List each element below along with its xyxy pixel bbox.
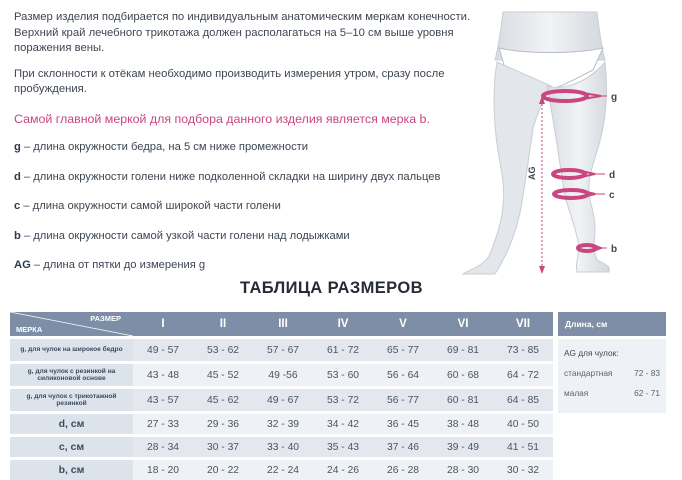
length-item-label: малая (564, 388, 589, 398)
intro-text (14, 10, 484, 108)
table-cell: 30 - 32 (493, 460, 553, 480)
table-cell: 39 - 49 (433, 437, 493, 457)
back-leg-shape (463, 62, 551, 274)
table-cell: 22 - 24 (253, 460, 313, 480)
table-cell: 57 - 67 (253, 339, 313, 361)
intro-paragraph-1: Размер изделия подбирается по индивидуальным анатомическим меркам конечности. Верхний край лечебного трикотажа должен располагаться на 5–10 см выше уровня поражения вены. (14, 11, 471, 54)
table-cell: 41 - 51 (493, 437, 553, 457)
table-cell: 53 - 60 (313, 364, 373, 386)
table-row (10, 364, 553, 386)
table-cell: 26 - 28 (373, 460, 433, 480)
table-cell: 30 - 37 (193, 437, 253, 457)
table-cell: 24 - 26 (313, 460, 373, 480)
table-cell: 45 - 52 (193, 364, 253, 386)
measure-text: – длина окружности самой узкой части голени над лодыжками (20, 229, 350, 242)
table-cell: 60 - 68 (433, 364, 493, 386)
table-cell: 32 - 39 (253, 414, 313, 434)
table-cell: 60 - 81 (433, 389, 493, 411)
measure-c (14, 200, 484, 230)
label-d: d (609, 170, 616, 181)
measure-b (14, 230, 484, 260)
length-panel (558, 312, 666, 413)
table-cell: 20 - 22 (193, 460, 253, 480)
table-row (10, 437, 553, 457)
leg-illustration (455, 8, 675, 280)
table-cell: 33 - 40 (253, 437, 313, 457)
size-header: VI (433, 312, 493, 336)
table-cell: 45 - 62 (193, 389, 253, 411)
length-item-label: стандартная (564, 368, 613, 378)
length-header: Длина, см (558, 312, 666, 336)
table-cell: 36 - 45 (373, 414, 433, 434)
main-measure-note: Самой главной меркой для подбора данного изделия является мерка b. (14, 112, 430, 126)
length-item-value: 72 - 83 (634, 368, 660, 378)
ag-arrow-bottom (539, 266, 545, 274)
table-cell: 69 - 81 (433, 339, 493, 361)
measure-text: – длина окружности голени ниже подколенной складки на ширину двух пальцев (20, 170, 441, 183)
size-header: I (133, 312, 193, 336)
size-table-header (10, 312, 553, 336)
measure-text: – длина от пятки до измерения g (30, 259, 206, 271)
row-label: c, см (10, 437, 133, 457)
table-corner (10, 312, 133, 336)
corner-measure-label: МЕРКА (16, 325, 43, 334)
size-table (10, 309, 553, 480)
table-row (10, 389, 553, 411)
table-cell: 49 - 67 (253, 389, 313, 411)
size-header: V (373, 312, 433, 336)
table-row (10, 460, 553, 480)
size-header: IV (313, 312, 373, 336)
measure-text: – длина окружности бедра, на 5 см ниже промежности (20, 141, 309, 153)
corner-size-label: РАЗМЕР (90, 314, 121, 323)
length-title (564, 346, 660, 360)
length-item (564, 386, 660, 400)
measure-key: AG (14, 259, 31, 271)
measure-key: b (14, 229, 21, 242)
table-row (10, 339, 553, 361)
table-row (10, 414, 553, 434)
table-cell: 73 - 85 (493, 339, 553, 361)
table-cell: 43 - 48 (133, 364, 193, 386)
intro-paragraph-2: При склонности к отёкам необходимо производить измерения утром, сразу после пробуждения. (14, 67, 445, 95)
size-header: II (193, 312, 253, 336)
measure-key: c (14, 200, 21, 212)
measure-definitions (14, 141, 484, 289)
table-cell: 35 - 43 (313, 437, 373, 457)
table-cell: 53 - 72 (313, 389, 373, 411)
table-cell: 61 - 72 (313, 339, 373, 361)
table-cell: 18 - 20 (133, 460, 193, 480)
label-g: g (611, 92, 618, 103)
table-cell: 40 - 50 (493, 414, 553, 434)
table-cell: 37 - 46 (373, 437, 433, 457)
table-cell: 56 - 64 (373, 364, 433, 386)
leg-figure-svg (455, 8, 675, 280)
row-label: g, для чулок на широкое бедро (10, 339, 133, 361)
measure-g (14, 141, 484, 171)
measure-key: d (14, 170, 21, 183)
table-cell: 29 - 36 (193, 414, 253, 434)
table-cell: 53 - 62 (193, 339, 253, 361)
row-label: g, для чулок с трикотажной резинкой (10, 389, 133, 411)
table-cell: 28 - 30 (433, 460, 493, 480)
row-label: g, для чулок с резинкой на силиконовой основе (10, 364, 133, 386)
length-title-text: AG для чулок: (564, 348, 619, 358)
table-cell: 56 - 77 (373, 389, 433, 411)
table-cell: 49 - 57 (133, 339, 193, 361)
label-c: c (609, 190, 615, 201)
table-cell: 65 - 77 (373, 339, 433, 361)
size-table-title: ТАБЛИЦА РАЗМЕРОВ (240, 279, 423, 297)
table-cell: 28 - 34 (133, 437, 193, 457)
measure-text: – длина окружности самой широкой части голени (20, 200, 281, 212)
row-label: d, см (10, 414, 133, 434)
table-cell: 64 - 72 (493, 364, 553, 386)
label-ag: AG (527, 166, 537, 180)
measure-key: g (14, 141, 21, 153)
table-cell: 38 - 48 (433, 414, 493, 434)
size-header: III (253, 312, 313, 336)
table-cell: 34 - 42 (313, 414, 373, 434)
table-cell: 64 - 85 (493, 389, 553, 411)
measure-d (14, 171, 484, 201)
table-cell: 43 - 57 (133, 389, 193, 411)
table-cell: 27 - 33 (133, 414, 193, 434)
label-b: b (611, 244, 618, 255)
length-item-value: 62 - 71 (634, 388, 660, 398)
size-header: VII (493, 312, 553, 336)
row-label: b, см (10, 460, 133, 480)
length-body (558, 339, 666, 413)
length-item (564, 366, 660, 380)
table-cell: 49 -56 (253, 364, 313, 386)
